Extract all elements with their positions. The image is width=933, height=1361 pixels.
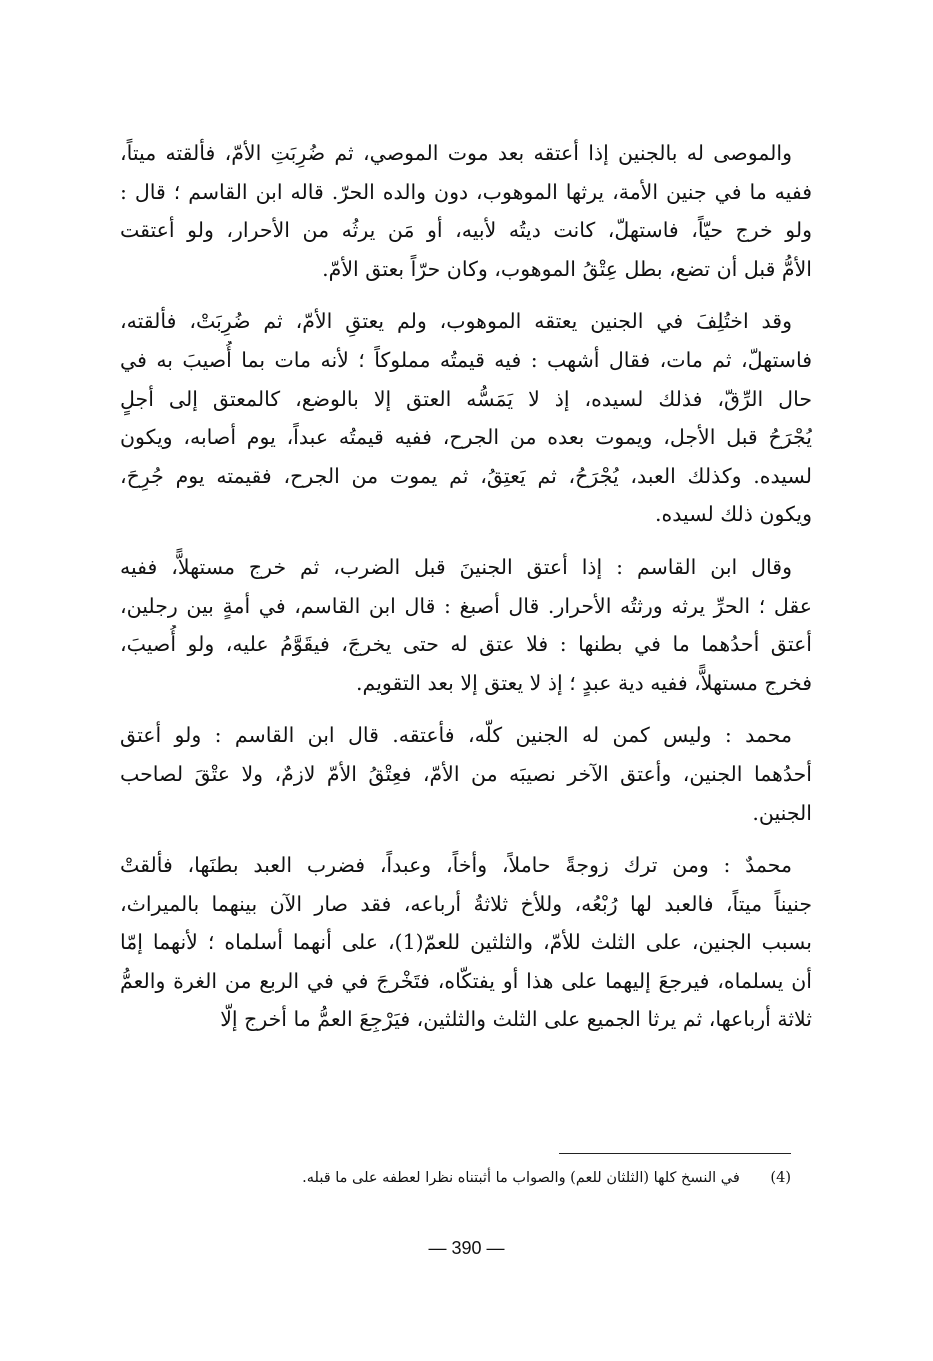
footnote-text: في النسخ كلها (الثلثان للعم) والصواب ما أثبتناه نظرا لعطفه على ما قبله. [302,1170,740,1186]
footnote-separator [559,1153,791,1154]
text-line: ففيه ما في جنين الأمة، يرثها الموهوب، دون والده الحرّ. قاله ابن القاسم ؛ قال : [120,179,812,204]
text-line: الجنين. [752,800,812,825]
paragraph [120,134,812,288]
text-line: أن يسلماه، فيرجعَ إليهما على هذا أو يفتكّاه، فتَخْرجَ في في الربع من الغرة والعمُّ [120,968,812,993]
body-text [120,134,812,1053]
text-line: بسبب الجنين، على الثلث للأمّ، والثلثين للعمّ(1)، على أنهما أسلماه ؛ لأنهما إمّا [120,930,812,955]
paragraph [120,302,812,534]
text-line: ثلاثة أرباعها، ثم يرثا الجميع على الثلث والثلثين، فيَرْجِعَ العمُّ ما أخرج إلّا [220,1007,812,1032]
page-number: — 390 — [428,1238,505,1258]
text-line: محمدٌ : ومن ترك زوجةً حاملاً، وأخاً، وعبداً، فضرب العبد بطنَها، فألقتْ [120,853,792,878]
text-line: جنيناً ميتاً، فالعبد لها رُبْعُه، وللأخ ثلاثةُ أرباعه، فقد صار الآن بينهما بالميراث، [120,891,812,916]
text-line: الأمُّ قبل أن تضع، بطل عِتْقُ الموهوب، وكان حرّاً بعتق الأمّ. [322,256,812,281]
text-line: ولو خرج حيّاً، فاستهلّ، كانت ديتُه لأبيه، أو مَن يرثُه من الأحرار، ولو أعتقت [120,218,812,243]
text-line: وقد اختُلِفَ في الجنين يعتقه الموهوب، ولم يعتقِ الأمّ، ثم ضُرِبَتْ، فألقته، [120,309,792,334]
text-line: يُجْرَحُ قبل الأجل، ويموت بعده من الجرح، ففيه قيمتُه عبداً، يوم أصابه، ويكون [120,425,812,450]
text-line: فخرج مستهلاًّ، ففيه دية عبدٍ ؛ إذ لا يعتق إلا بعد التقويم. [356,670,812,695]
paragraph [120,716,812,832]
text-line: محمد : وليس كمن له الجنين كلّه، فأعتقه. قال ابن القاسم : ولو أعتق [120,723,792,748]
text-line: فاستهلّ، ثم مات، فقال أشهب : فيه قيمتُه مملوكاً ؛ لأنه مات بما أُصيبَ به في [120,347,812,372]
text-line: والموصى له بالجنين إذا أعتقه بعد موت الموصي، ثم ضُرِبَتِ الأمّ، فألقته ميتاً، [120,141,792,165]
text-line: أحدُهما الجنين، وأعتق الآخر نصيبَه من الأمّ، فعِتْقُ الأمّ لازمٌ، ولا عتْقَ لصاحب [120,761,812,786]
paragraph [120,548,812,702]
footnote [251,1166,791,1190]
footnote-number: (4) [770,1170,791,1186]
text-line: حال الرِّقّ، فذلك لسيده، إذ لا يَمَسُّه العتق إلا بالوضع، كالمعتق إلى أجلٍ [120,386,812,411]
text-line: ويكون ذلك لسيده. [655,502,812,527]
paragraph [120,846,812,1039]
text-line: وقال ابن القاسم : إذا أعتق الجنينَ قبل الضرب، ثم خرج مستهلاًّ، ففيه [120,554,792,579]
text-line: أعتق أحدُهما ما في بطنها : فلا عتق له حتى يخرجَ، فيقَوَّمُ عليه، ولو أُصيبَ، [120,632,812,657]
text-line: لسيده. وكذلك العبد، يُجْرَحُ، ثم يَعتِقُ، ثم يموت من الجرح، فقيمته يوم جُرِحَ، [120,463,812,488]
text-line: عقل ؛ الحرِّ يرثه ورثتُه الأحرار. قال أصبغ : قال ابن القاسم، في أمةٍ بين رجلين، [120,593,812,618]
